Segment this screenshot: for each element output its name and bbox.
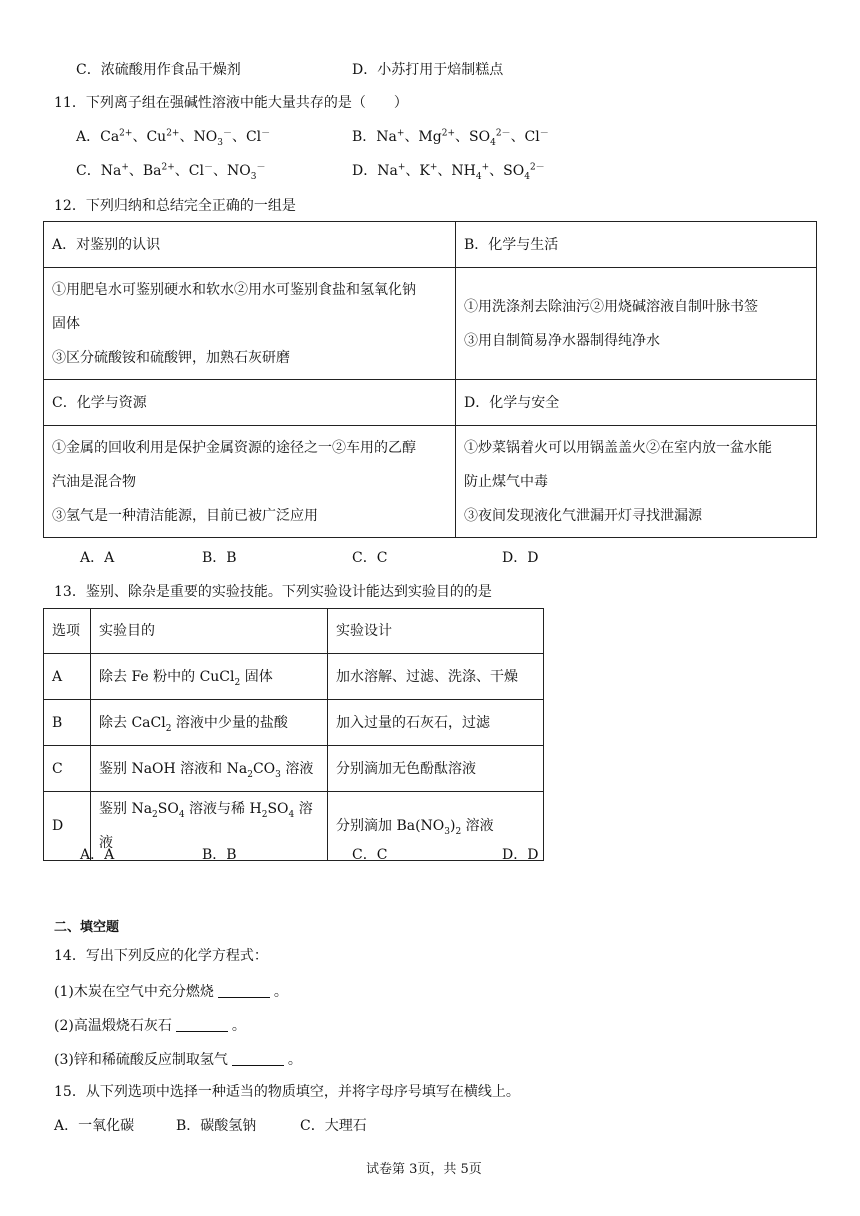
q11-option-a: A．$Ca^{2+}$、$Cu^{2+}$、$NO_3^-$、Cl－: [76, 128, 271, 148]
q12-choice-b: B．B: [202, 550, 237, 566]
answer-blank[interactable]: [232, 1051, 284, 1066]
q15-stem: 15．从下列选项中选择一种适当的物质填空，并将字母序号填写在横线上。: [54, 1084, 520, 1100]
q14-part-3: (3)锌和稀硫酸反应制取氢气 。: [54, 1052, 302, 1068]
q13-header-purpose: 实验目的: [91, 609, 328, 654]
q12-choice-a: A．A: [80, 550, 115, 566]
answer-blank[interactable]: [218, 983, 270, 998]
q12-choice-d: D．D: [502, 550, 539, 566]
q13-choice-d: D．D: [502, 847, 539, 863]
q12-cell-a-head: A．对鉴别的认识: [44, 222, 456, 268]
q13-table: [43, 608, 544, 861]
q12-cell-b-head: B．化学与生活: [456, 222, 817, 268]
q14-part-1: (1)木炭在空气中充分燃烧 。: [54, 984, 288, 1000]
table-row: A 除去 Fe 粉中的 CuCl$_2$ 固体 加水溶解、过滤、洗涤、干燥: [44, 654, 544, 700]
q12-choice-c: C．C: [352, 550, 388, 566]
answer-blank[interactable]: [176, 1017, 228, 1032]
q12-stem: 12．下列归纳和总结完全正确的一组是: [54, 198, 296, 214]
q13-header-option: 选项: [44, 609, 91, 654]
q10-option-d: D．小苏打用于焙制糕点: [352, 62, 504, 78]
table-row: C 鉴别 NaOH 溶液和 $Na_2CO_3$ 溶液 分别滴加无色酚酞溶液: [44, 746, 544, 792]
q11-option-d: D．Na+、K+、$NH_4^+$、$SO_4^{2-}$: [352, 162, 545, 182]
q14-part-2: (2)高温煅烧石灰石 。: [54, 1018, 246, 1034]
q15-option-b: B．碳酸氢钠: [176, 1118, 257, 1134]
page-footer: 试卷第 3页，共 5页: [366, 1162, 482, 1177]
q14-stem: 14．写出下列反应的化学方程式：: [54, 948, 268, 964]
q13-header-design: 实验设计: [328, 609, 544, 654]
q11-stem: 11．下列离子组在强碱性溶液中能大量共存的是（ ）: [54, 95, 408, 111]
q12-cell-c-body: ①金属的回收利用是保护金属资源的途径之一②车用的乙醇 汽油是混合物 ③氢气是一种清洁能源，目前已被广泛应用: [44, 426, 456, 538]
q15-option-a: A．一氧化碳: [54, 1118, 135, 1134]
q11-option-b: B．Na+、$Mg^{2+}$、$SO_4^{2-}$、Cl－: [352, 128, 549, 148]
q12-cell-b-body: ①用洗涤剂去除油污②用烧碱溶液自制叶脉书签 ③用自制简易净水器制得纯净水: [456, 268, 817, 380]
q12-cell-c-head: C．化学与资源: [44, 380, 456, 426]
q12-cell-d-head: D．化学与安全: [456, 380, 817, 426]
table-row: B 除去 CaCl$_2$ 溶液中少量的盐酸 加入过量的石灰石，过滤: [44, 700, 544, 746]
q11-option-c: C．Na+、$Ba^{2+}$、Cl－、$NO_3^-$: [76, 162, 266, 182]
table-row: D 鉴别 $Na_2SO_4$ 溶液与稀 $H_2SO_4$ 溶液 分别滴加 $Ba(NO_3)_2$ 溶液: [44, 792, 544, 861]
q12-cell-d-body: ①炒菜锅着火可以用锅盖盖火②在室内放一盆水能 防止煤气中毒 ③夜间发现液化气泄漏开灯寻找泄漏源: [456, 426, 817, 538]
q13-choice-b: B．B: [202, 847, 237, 863]
q10-option-c: C．浓硫酸用作食品干燥剂: [76, 62, 241, 78]
q12-table: [43, 221, 817, 538]
section-title: 二、填空题: [54, 920, 120, 935]
q13-choice-a: A．A: [80, 847, 115, 863]
q15-option-c: C．大理石: [300, 1118, 367, 1134]
q13-choice-c: C．C: [352, 847, 388, 863]
q12-cell-a-body: ①用肥皂水可鉴别硬水和软水②用水可鉴别食盐和氢氧化钠 固体 ③区分硫酸铵和硫酸钾，加熟石灰研磨: [44, 268, 456, 380]
q13-stem: 13．鉴别、除杂是重要的实验技能。下列实验设计能达到实验目的的是: [54, 584, 492, 600]
